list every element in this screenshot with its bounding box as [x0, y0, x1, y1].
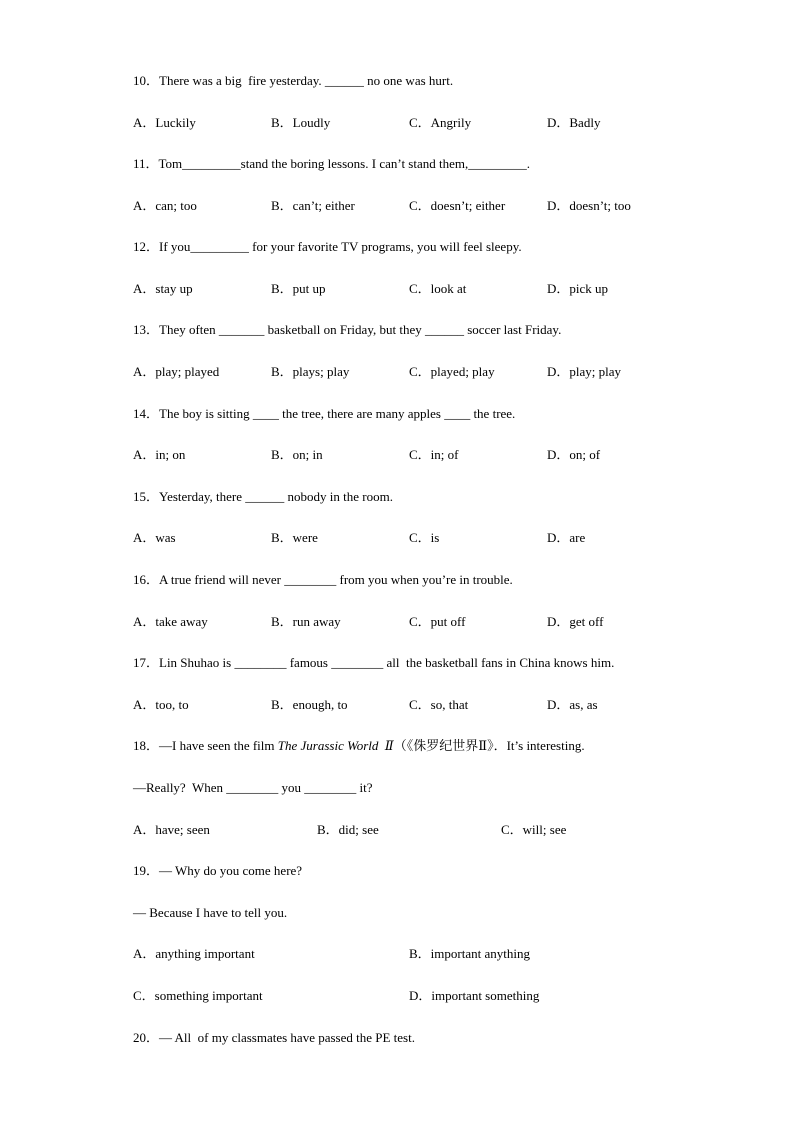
question-11-option-d[interactable]: D．doesn’t; too — [547, 198, 631, 213]
question-11-option-c[interactable]: C．doesn’t; either — [409, 198, 506, 213]
question-14-option-b[interactable]: B．on; in — [271, 447, 323, 462]
question-13-option-a[interactable]: A．play; played — [133, 364, 220, 379]
question-16-option-d[interactable]: D．get off — [547, 614, 604, 629]
question-19-option-d[interactable]: D．important something — [409, 988, 540, 1003]
question-11-option-b[interactable]: B．can’t; either — [271, 198, 355, 213]
question-10-option-d[interactable]: D．Badly — [547, 115, 601, 130]
question-10-option-b[interactable]: B．Loudly — [271, 115, 331, 130]
question-17-option-b[interactable]: B．enough, to — [271, 697, 348, 712]
film-title: The Jurassic World Ⅱ — [277, 738, 394, 753]
question-10-option-a[interactable]: A．Luckily — [133, 115, 196, 130]
question-12-stem: 12．If you_________ for your favorite TV programs, you will feel sleepy. — [133, 239, 522, 254]
question-15-option-b[interactable]: B．were — [271, 530, 318, 545]
question-11-option-a[interactable]: A．can; too — [133, 198, 197, 213]
question-12-option-d[interactable]: D．pick up — [547, 281, 609, 296]
question-18-stem — [133, 738, 585, 754]
question-10-option-c[interactable]: C．Angrily — [409, 115, 472, 130]
question-17-option-a[interactable]: A．too, to — [133, 697, 189, 712]
question-19-stem-2: — Because I have to tell you. — [133, 905, 288, 920]
question-16-option-a[interactable]: A．take away — [133, 614, 208, 629]
question-18-option-b[interactable]: B．did; see — [317, 822, 379, 837]
question-14-option-d[interactable]: D．on; of — [547, 447, 601, 462]
question-15-option-c[interactable]: C．is — [409, 530, 440, 545]
question-17-option-d[interactable]: D．as, as — [547, 697, 598, 712]
question-13-option-b[interactable]: B．plays; play — [271, 364, 350, 379]
question-15-option-a[interactable]: A．was — [133, 530, 176, 545]
question-18-stem-pre: 18．—I have seen the film — [133, 738, 278, 753]
question-15-stem: 15．Yesterday, there ______ nobody in the room. — [133, 489, 393, 504]
question-18-stem-post: （《侏罗纪世界Ⅱ》．It’s interesting. — [393, 738, 585, 753]
question-11-stem: 11．Tom_________stand the boring lessons. I can’t stand them,_________. — [133, 156, 530, 171]
question-18-option-a[interactable]: A．have; seen — [133, 822, 210, 837]
question-18-option-c[interactable]: C．will; see — [501, 822, 567, 837]
question-13-stem: 13．They often _______ basketball on Friday, but they ______ soccer last Friday. — [133, 322, 562, 337]
question-18-stem-2: —Really? When ________ you ________ it? — [133, 780, 373, 795]
question-16-option-c[interactable]: C．put off — [409, 614, 466, 629]
question-19-option-c[interactable]: C．something important — [133, 988, 263, 1003]
question-12-option-b[interactable]: B．put up — [271, 281, 326, 296]
question-20-stem: 20．— All of my classmates have passed the PE test. — [133, 1030, 415, 1045]
question-17-stem: 17．Lin Shuhao is ________ famous ________ all the basketball fans in China knows him. — [133, 655, 615, 670]
question-12-option-a[interactable]: A．stay up — [133, 281, 193, 296]
question-16-stem: 16．A true friend will never ________ from you when you’re in trouble. — [133, 572, 513, 587]
question-15-option-d[interactable]: D．are — [547, 530, 586, 545]
question-14-stem: 14．The boy is sitting ____ the tree, there are many apples ____ the tree. — [133, 406, 516, 421]
question-16-option-b[interactable]: B．run away — [271, 614, 341, 629]
question-14-option-a[interactable]: A．in; on — [133, 447, 186, 462]
question-13-option-c[interactable]: C．played; play — [409, 364, 495, 379]
question-17-option-c[interactable]: C．so, that — [409, 697, 469, 712]
question-14-option-c[interactable]: C．in; of — [409, 447, 459, 462]
question-19-option-b[interactable]: B．important anything — [409, 946, 530, 961]
question-19-option-a[interactable]: A．anything important — [133, 946, 255, 961]
question-13-option-d[interactable]: D．play; play — [547, 364, 622, 379]
question-19-stem: 19．— Why do you come here? — [133, 863, 303, 878]
question-10-stem: 10．There was a big fire yesterday. ______ no one was hurt. — [133, 73, 454, 88]
question-12-option-c[interactable]: C．look at — [409, 281, 467, 296]
